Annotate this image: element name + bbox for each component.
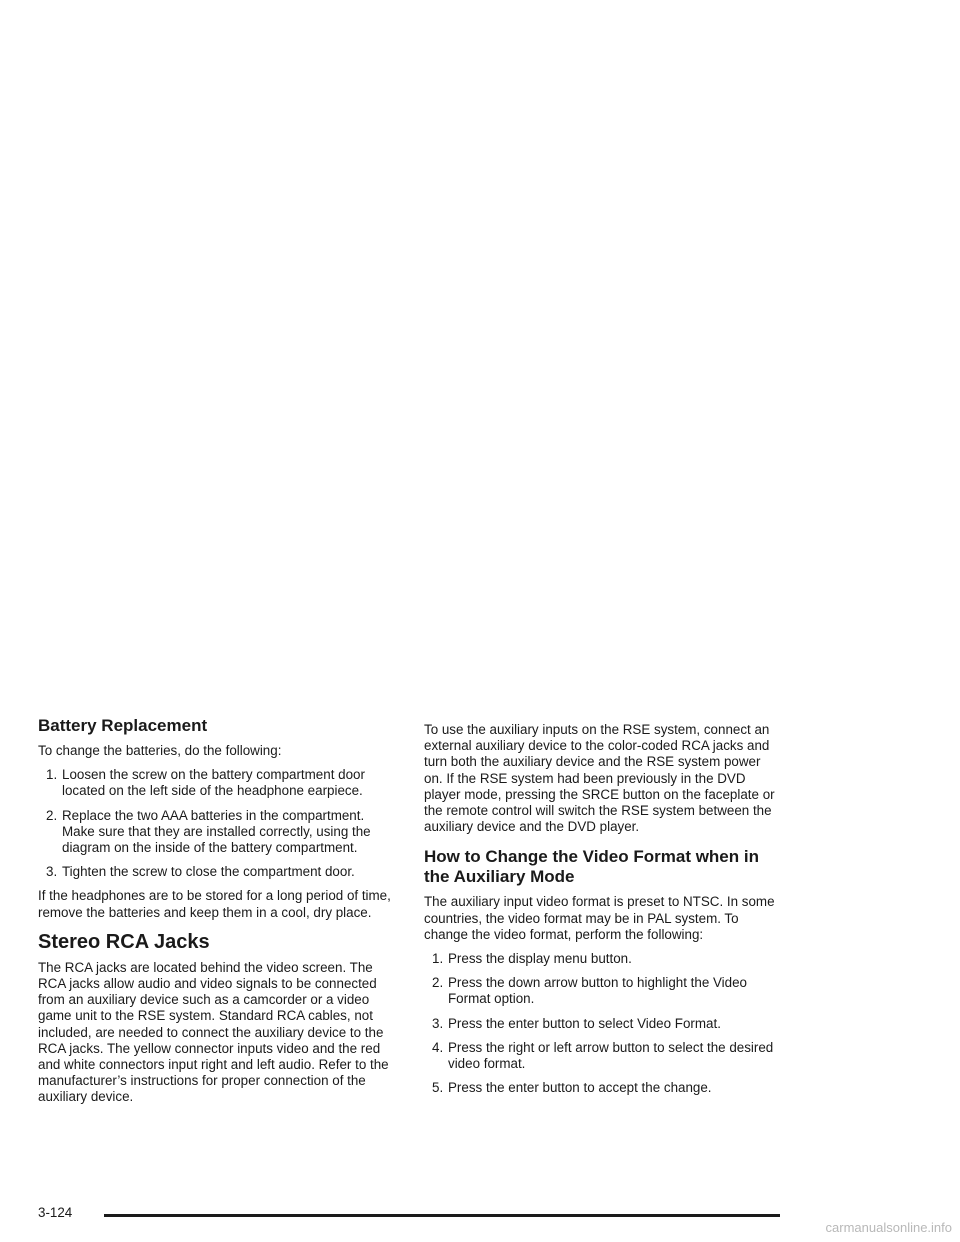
video-format-intro: The auxiliary input video format is preset to NTSC. In some countries, the video format may be in PAL system. To change the video format, perform the following: bbox=[424, 894, 775, 942]
footer-divider bbox=[104, 1214, 780, 1217]
battery-steps-list bbox=[38, 767, 396, 880]
step-number: 1. bbox=[46, 767, 58, 783]
video-step bbox=[424, 1040, 782, 1072]
step-text: Press the down arrow button to highlight the Video Format option. bbox=[448, 975, 748, 1007]
step-text: Loosen the screw on the battery compartment door located on the left side of the headphone earpiece. bbox=[62, 767, 365, 799]
video-step bbox=[424, 1016, 782, 1032]
step-number: 4. bbox=[432, 1039, 444, 1055]
rca-jacks-paragraph: The RCA jacks are located behind the video screen. The RCA jacks allow audio and video signals to be connected from an auxiliary device such as a camcorder or a video game unit to the RSE system. Standard RCA cables, not included, are needed to connect the auxiliary device to the RCA jacks. The yellow connector inputs video and the red and white connectors input right and left audio. Refer to the manufacturer’s instructions for proper connection of the auxiliary device. bbox=[38, 959, 389, 1105]
page-number: 3-124 bbox=[38, 1205, 73, 1220]
step-text: Replace the two AAA batteries in the compartment. Make sure that they are installed correctly, using the diagram on the inside of the battery compartment. bbox=[62, 807, 371, 856]
step-number: 3. bbox=[432, 1015, 444, 1031]
video-step bbox=[424, 975, 782, 1007]
step-number: 3. bbox=[46, 864, 58, 880]
step-text: Press the enter button to select Video Format. bbox=[448, 1015, 721, 1031]
stereo-rca-jacks-heading: Stereo RCA Jacks bbox=[38, 930, 210, 953]
step-number: 2. bbox=[432, 975, 444, 991]
step-text: Tighten the screw to close the compartment door. bbox=[62, 864, 355, 880]
step-number: 5. bbox=[432, 1080, 444, 1096]
video-step bbox=[424, 951, 782, 967]
right-column bbox=[424, 722, 782, 1104]
battery-storage-note: If the headphones are to be stored for a long period of time, remove the batteries and keep them in a cool, dry place. bbox=[38, 888, 391, 920]
step-text: Press the right or left arrow button to select the desired video format. bbox=[448, 1039, 774, 1072]
left-column bbox=[38, 716, 396, 1114]
watermark: carmanualsonline.info bbox=[825, 1220, 952, 1235]
video-step bbox=[424, 1080, 782, 1096]
battery-step bbox=[38, 864, 396, 880]
video-format-steps-list bbox=[424, 951, 782, 1096]
battery-step bbox=[38, 808, 396, 857]
step-text: Press the enter button to accept the change. bbox=[448, 1080, 712, 1096]
step-number: 1. bbox=[432, 951, 444, 967]
step-text: Press the display menu button. bbox=[448, 951, 632, 967]
step-number: 2. bbox=[46, 807, 58, 823]
video-format-heading: How to Change the Video Format when in the Auxiliary Mode bbox=[424, 847, 759, 887]
battery-intro: To change the batteries, do the following: bbox=[38, 743, 282, 758]
battery-replacement-heading: Battery Replacement bbox=[38, 716, 208, 735]
battery-step bbox=[38, 767, 396, 799]
auxiliary-inputs-paragraph: To use the auxiliary inputs on the RSE system, connect an external auxiliary device to the color-coded RCA jacks and turn both the auxiliary device and the RSE system power on. If the RSE system had been previously in the DVD player mode, pressing the SRCE button on the faceplate or the remote control will switch the RSE system between the auxiliary device and the DVD player. bbox=[424, 722, 775, 835]
